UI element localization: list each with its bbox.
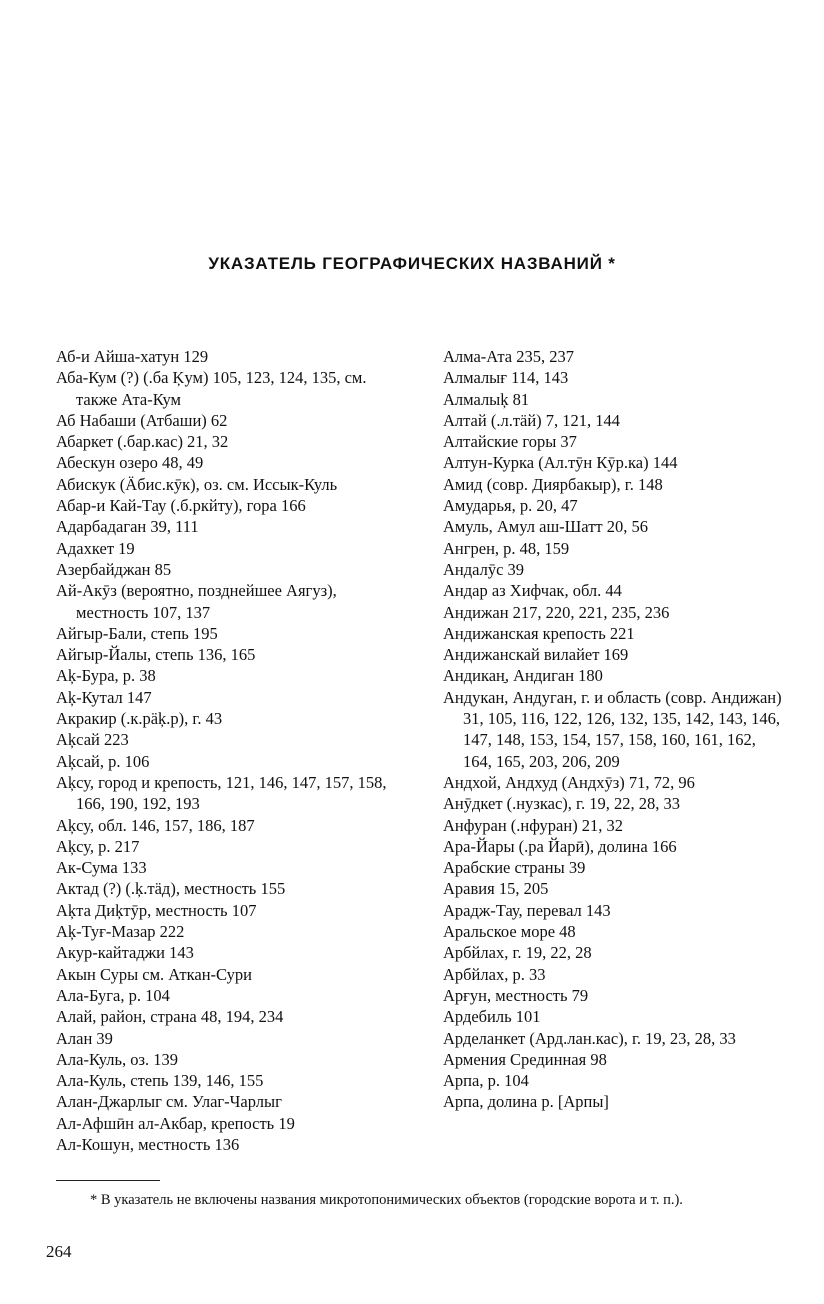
index-entry: Армения Срединная 98	[443, 1049, 607, 1069]
index-entry: Аķсу, город и крепость, 121, 146, 147, 157, 158, 166, 190, 192, 193	[56, 772, 387, 814]
index-entry: Алтайские горы 37	[443, 432, 577, 452]
index-entry: Адарбадаган 39, 111	[56, 517, 199, 537]
index-column-left	[56, 346, 408, 1155]
index-entry: Аба-Кум (?) (.ба Ķум) 105, 123, 124, 135, см. также Ата-Кум	[56, 368, 367, 409]
index-entry: Амударья, р. 20, 47	[443, 496, 578, 516]
index-entry: Алан 39	[56, 1028, 113, 1048]
index-entry: Арпа, долина р. [Арпы]	[443, 1092, 609, 1112]
index-entry: Айгыр-Йалы, степь 136, 165	[56, 645, 256, 665]
index-column-right	[443, 346, 783, 1113]
index-entry: Аķсу, обл. 146, 157, 186, 187	[56, 815, 255, 835]
footnote-divider	[56, 1180, 160, 1181]
index-entry: Алай, район, страна 48, 194, 234	[56, 1007, 284, 1027]
index-entry: Андижанскай вилайет 169	[443, 645, 629, 665]
index-entry: Арпа, р. 104	[443, 1071, 529, 1091]
page-title: УКАЗАТЕЛЬ ГЕОГРАФИЧЕСКИХ НАЗВАНИЙ *	[208, 254, 616, 273]
index-entry: Андукан, Андуган, г. и область (совр. Андижан) 31, 105, 116, 122, 126, 132, 135, 142, 143, 146, 147, 148, 153, 154, 157, 158, 160, 161, 162, 164, 165, 203, 206, 209	[443, 687, 782, 771]
index-entry: Ай-Акӯз (вероятно, позднейшее Аягуз), местность 107, 137	[56, 581, 337, 622]
index-entry: Акракир (.к.рӓķ.р), г. 43	[56, 709, 223, 729]
index-entry: Ал-Кошун, местность 136	[56, 1134, 240, 1154]
index-entry: Ала-Куль, степь 139, 146, 155	[56, 1071, 264, 1091]
index-entry: Алтун-Курка (Ал.тӯн Кӯр.ка) 144	[443, 453, 678, 473]
index-entry: Аķта Диķтӯр, местность 107	[56, 900, 257, 920]
index-entry: Ангрен, р. 48, 159	[443, 538, 570, 558]
index-entry: Амуль, Амул аш-Шатт 20, 56	[443, 517, 648, 537]
index-entry: Аб-и Айша-хатун 129	[56, 347, 209, 366]
index-entry: Абар-и Кай-Тау (.б.ркйту), гора 166	[56, 496, 306, 516]
page-number: 264	[46, 1242, 72, 1261]
index-entry: Арғун, местность 79	[443, 985, 589, 1005]
index-entry: Аķсай, р. 106	[56, 751, 150, 771]
index-entry: Арбйлах, р. 33	[443, 964, 546, 984]
index-entry: Алмалығ 114, 143	[443, 368, 569, 388]
index-entry: Азербайджан 85	[56, 559, 172, 579]
index-entry: Аķсай 223	[56, 730, 129, 750]
index-entry: Абескун озеро 48, 49	[56, 453, 204, 473]
index-entry: Андижанская крепость 221	[443, 623, 635, 643]
index-entry: Айгыр-Бали, степь 195	[56, 623, 218, 643]
index-entry: Арабские страны 39	[443, 858, 586, 878]
index-entry: Андиканַ, Андиган 180	[443, 666, 603, 686]
index-entry: Акур-кайтаджи 143	[56, 943, 194, 963]
index-entry: Акын Суры см. Аткан-Сури	[56, 964, 252, 984]
index-entry: Андар аз Хифчак, обл. 44	[443, 581, 622, 601]
index-entry: Андхой, Андхуд (Андхӯз) 71, 72, 96	[443, 772, 695, 792]
index-entry: Ак-Сума 133	[56, 858, 147, 878]
index-entry: Андалӯс 39	[443, 559, 525, 579]
index-entry: Арделанкет (Ард.лан.кас), г. 19, 23, 28, 33	[443, 1028, 736, 1048]
index-entry: Абискук (Ӓбис.кӯк), оз. см. Иссык-Куль	[56, 474, 338, 494]
index-entry: Алан-Джарлыг см. Улаг-Чарлыг	[56, 1092, 282, 1112]
index-entry: Аķсу, р. 217	[56, 836, 140, 856]
index-entry: Арбйлах, г. 19, 22, 28	[443, 943, 592, 963]
index-entry: Ала-Куль, оз. 139	[56, 1049, 179, 1069]
index-entry: Ара-Йары (.ра Йарӣ), долина 166	[443, 836, 677, 856]
index-entry: Аб Набаши (Атбаши) 62	[56, 410, 228, 430]
index-entry: Ала-Буга, р. 104	[56, 985, 170, 1005]
index-entry: Алмалыķ 81	[443, 389, 530, 409]
index-entry: Арадж-Тау, перевал 143	[443, 900, 611, 920]
index-entry: Актад (?) (.ķ.тӓд), местность 155	[56, 879, 286, 899]
index-entry: Анӯдкет (.нузкас), г. 19, 22, 28, 33	[443, 794, 680, 814]
index-entry: Ал-Афшӣн ал-Акбар, крепость 19	[56, 1113, 295, 1133]
index-entry: Абаркет (.бар.кас) 21, 32	[56, 432, 229, 452]
footnote: * В указатель не включены названия микротопонимических объектов (городские ворота и т. п.).	[90, 1192, 683, 1208]
index-entry: Ардебиль 101	[443, 1007, 541, 1027]
index-entry: Аķ-Бура, р. 38	[56, 666, 156, 686]
index-entry: Аральское море 48	[443, 922, 576, 942]
index-entry: Амид (совр. Диярбакыр), г. 148	[443, 474, 663, 494]
index-entry: Алма-Ата 235, 237	[443, 347, 575, 366]
index-entry: Аравия 15, 205	[443, 879, 549, 899]
index-entry: Аķ-Туғ-Мазар 222	[56, 922, 185, 942]
index-entry: Андижан 217, 220, 221, 235, 236	[443, 602, 670, 622]
index-entry: Адахкет 19	[56, 538, 135, 558]
index-entry: Алтай (.л.тӓй) 7, 121, 144	[443, 410, 621, 430]
index-entry: Аķ-Кутал 147	[56, 687, 152, 707]
index-entry: Анфуран (.нфуран) 21, 32	[443, 815, 624, 835]
